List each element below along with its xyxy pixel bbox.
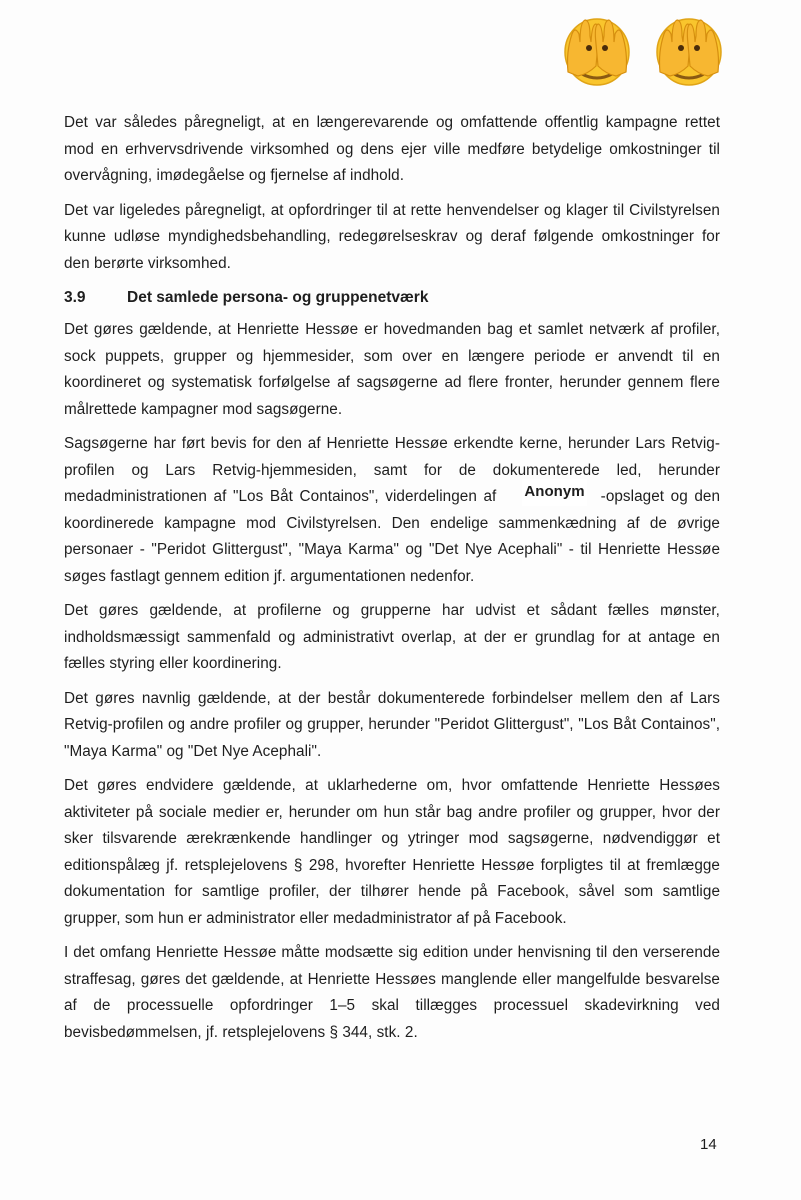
paragraph-text: Sagsøgerne har ført bevis for den af Henriette Hessøe erkendte kerne, herunder Lars Retvig-profilen og Lars Retvig-hjemmesiden, samt for de dokumenterede led, herunder medadministrationen af "Los Båt Containos", viderdelingen af: [64, 435, 720, 505]
paragraph: I det omfang Henriette Hessøe måtte modsætte sig edition under henvisning til den verserende straffesag, gøres det gældende, at Henriette Hessøes manglende eller mangelfulde besvarelse af de processuelle opfordringer 1–5 skal tillægges processuel skadevirkning ved bevisbedømmelsen, jf. retsplejelovens § 344, stk. 2.: [64, 944, 720, 1041]
paragraph: [64, 431, 720, 590]
emoji-group: [562, 12, 724, 88]
anonymized-label: Anonym: [522, 479, 586, 506]
paragraph-text: -opslaget og den koordinerede kampagne mod Civilstyrelsen. Den endelige sammenkædning af de øvrige personaer - "Peridot Glittergust", "Maya Karma" og "Det Nye Acephali" - til Henriette Hessøe søges fastlagt gennem edition jf. argumentationen nedenfor.: [64, 488, 721, 585]
paragraph: Det gøres gældende, at Henriette Hessøe er hovedmanden bag et samlet netværk af profiler, sock puppets, grupper og hjemmesider, som over en længere periode er anvendt til en koordineret og systematisk forfølgelse af sagsøgerne ad flere fronter, herunder gennem flere målrettede kampagner mod sagsøgerne.: [64, 321, 720, 418]
document-body: [64, 110, 720, 1054]
section-title: Det samlede persona- og gruppenetværk: [127, 289, 429, 306]
see-no-evil-face-icon: [562, 12, 632, 88]
paragraph: Det gøres endvidere gældende, at uklarhederne om, hvor omfattende Henriette Hessøes aktiviteter på sociale medier er, herunder om hun står bag andre profiler og grupper, hvor der sker tilsvarende ærekrænkende handlinger og ytringer mod sagsøgerne, nødvendiggør et editionspålæg jf. retsplejelovens § 298, hvorefter Henriette Hessøe forpligtes til at fremlægge dokumentation for samtlige profiler, der tilhører hende på Facebook, såvel som samtlige grupper, som hun er administrator eller medadministrator af på Facebook.: [64, 777, 720, 927]
paragraph: Det var således påregneligt, at en længerevarende og omfattende offentlig kampagne rettet mod en erhvervsdrivende virksomhed og dens ejer ville medføre betydelige omkostninger til overvågning, imødegåelse og fjernelse af indhold.: [64, 114, 720, 184]
paragraph: Det gøres gældende, at profilerne og grupperne har udvist et sådant fælles mønster, indholdsmæssigt sammenfald og administrativt overlap, at der er grundlag for at antage en fælles styring eller koordinering.: [64, 602, 720, 672]
paragraph: Det gøres navnlig gældende, at der består dokumenterede forbindelser mellem den af Lars Retvig-profilen og andre profiler og grupper, herunder "Peridot Glittergust", "Los Båt Containos", "Maya Karma" og "Det Nye Acephali".: [64, 689, 720, 760]
see-no-evil-face-icon: [654, 12, 724, 88]
paragraph: Det var ligeledes påregneligt, at opfordringer til at rette henvendelser og klager til Civilstyrelsen kunne udløse myndighedsbehandling, redegørelseskrav og deraf følgende omkostninger for den berørte virksomhed.: [64, 201, 720, 272]
page-number: 14: [700, 1136, 717, 1153]
section-heading: [64, 285, 720, 311]
section-number: 3.9: [64, 289, 86, 306]
